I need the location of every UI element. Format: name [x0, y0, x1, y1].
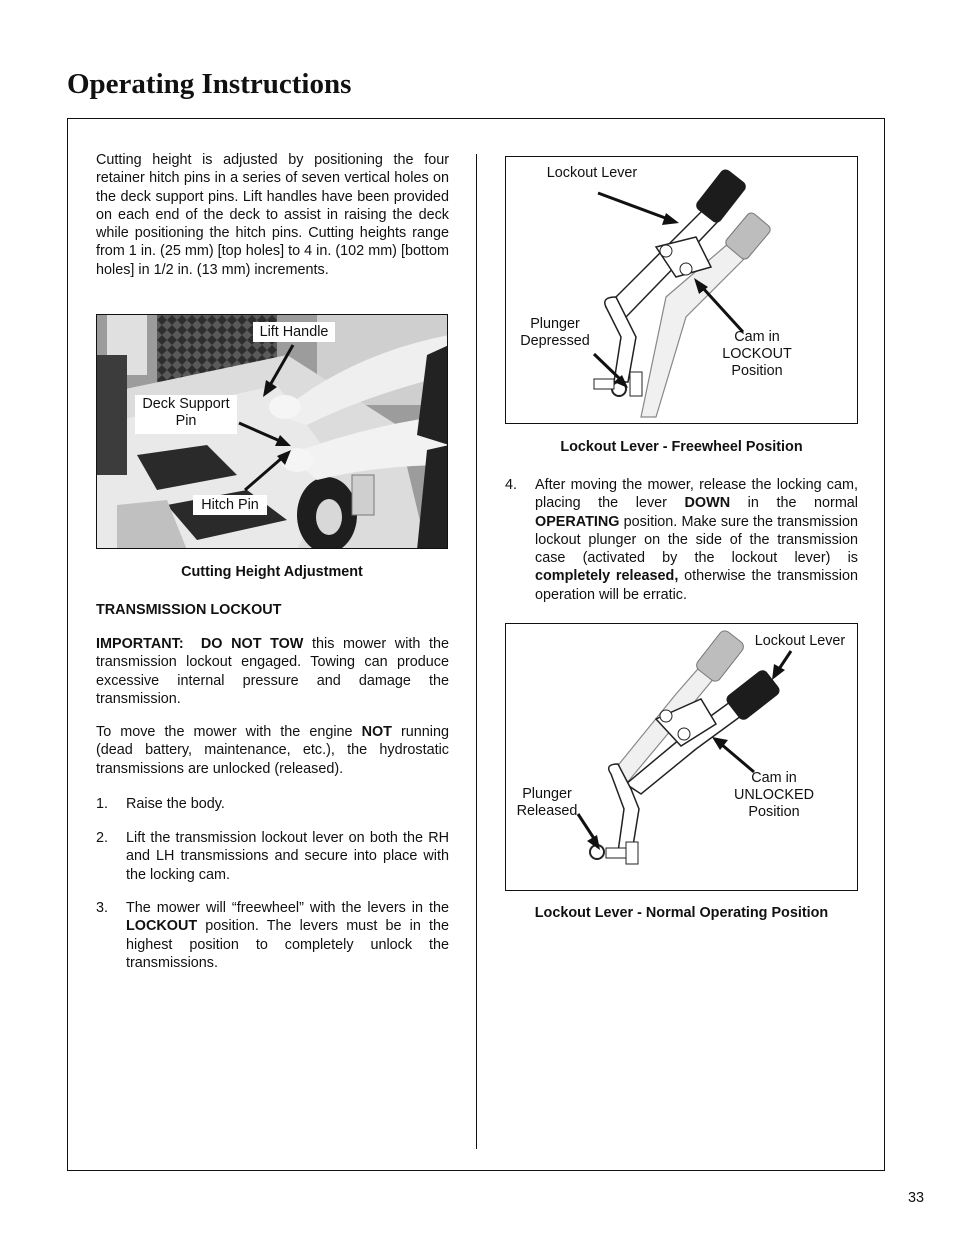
hitch-pin-label: Hitch Pin: [193, 495, 267, 515]
deck-support-pin-label-line1: Deck Support: [142, 396, 230, 412]
normal-operating-figure: [505, 623, 858, 891]
fig3-plunger-label: [508, 786, 586, 820]
step-4-down: DOWN: [684, 495, 731, 512]
fig2-cam-line3: Position: [731, 363, 783, 379]
fig3-plunger-line1: Plunger: [522, 786, 572, 802]
move-not: NOT: [361, 724, 392, 740]
fig2-plunger-line1: Plunger: [530, 316, 580, 332]
step-2-number: 2.: [96, 830, 109, 846]
section-heading: TRANSMISSION LOCKOUT: [96, 602, 282, 618]
step-1-number: 1.: [96, 796, 109, 812]
step-1: [96, 795, 449, 815]
intro-paragraph: Cutting height is adjusted by positioning the four retainer hitch pins in a series of seven vertical holes on the deck support pins. Lift handles have been provided on each end of the deck to assist in raising the deck while positioning the hitch pins. Cutting heights range from 1 in. (25 mm) [top holes] to 4 in. (102 mm) [bottom holes] in 1/2 in. (13 mm) increments.: [96, 152, 449, 278]
normal-operating-illustration: [506, 624, 858, 891]
figure2-caption: Lockout Lever - Freewheel Position: [560, 439, 803, 455]
lift-handle-label: Lift Handle: [253, 322, 335, 342]
important-label: IMPORTANT:: [96, 636, 184, 652]
fig3-plunger-line2: Released: [516, 803, 578, 819]
step-4-released: completely released,: [535, 568, 679, 585]
freewheel-illustration: [506, 157, 858, 424]
fig3-cam-label: [724, 770, 824, 821]
step-1-text: Raise the body.: [126, 796, 225, 812]
fig2-lockout-lever-label: Lockout Lever: [546, 165, 638, 181]
move-text-1: To move the mower with the engine: [96, 724, 362, 740]
page-number: 33: [908, 1190, 925, 1206]
step-3-text: The mower will “freewheel” with the levers in the LOCKOUT position. The levers must be in the highest position to completely unlock the transmissions.: [126, 900, 449, 971]
step-4: [505, 476, 858, 606]
fig3-lockout-lever-label: Lockout Lever: [754, 633, 846, 649]
left-column: [96, 151, 449, 279]
step-4-text: After moving the mower, release the locking cam, placing the lever DOWN in the normal OPERATING position. Make sure the transmission lockout plunger on the side of the transmission case (activated by the lockout lever) is completely released, otherwise the transmission operation will be erratic.: [535, 477, 859, 603]
do-not-tow: DO NOT TOW: [200, 636, 304, 652]
step-3: [96, 899, 449, 975]
step-4-operating: OPERATING: [535, 513, 620, 530]
figure3-caption: Lockout Lever - Normal Operating Position: [534, 905, 829, 921]
fig2-cam-line2: LOCKOUT: [722, 346, 792, 362]
freewheel-figure: [505, 156, 858, 424]
deck-support-pin-label: [135, 395, 237, 434]
fig3-cam-line2: UNLOCKED: [734, 787, 814, 803]
fig2-plunger-label: [514, 316, 596, 350]
step-3-lockout: LOCKOUT: [126, 918, 198, 935]
fig2-cam-label: [708, 329, 806, 380]
move-text-2: running (dead battery, maintenance, etc.), the hydrostatic transmissions are unlocked (released).: [96, 724, 449, 777]
step-4-number: 4.: [505, 477, 518, 493]
page-title: Operating Instructions: [67, 68, 352, 100]
important-paragraph: [96, 635, 449, 708]
cutting-height-photo: [96, 314, 448, 549]
fig3-cam-line3: Position: [748, 804, 800, 820]
fig2-plunger-line2: Depressed: [520, 333, 590, 349]
important-text: this mower with the transmission lockout engaged. Towing can produce excessive internal pressure and damage the transmission.: [96, 636, 450, 707]
fig3-cam-line1: Cam in: [751, 770, 797, 786]
move-paragraph: [96, 723, 449, 778]
step-2: [96, 829, 449, 885]
step-3-number: 3.: [96, 900, 109, 916]
figure1-caption: Cutting Height Adjustment: [181, 564, 363, 580]
deck-support-pin-label-line2: Pin: [175, 413, 197, 429]
column-divider: [476, 154, 477, 1149]
step-2-text: Lift the transmission lockout lever on both the RH and LH transmissions and secure into place with the locking cam.: [126, 830, 449, 883]
fig2-cam-line1: Cam in: [734, 329, 780, 345]
